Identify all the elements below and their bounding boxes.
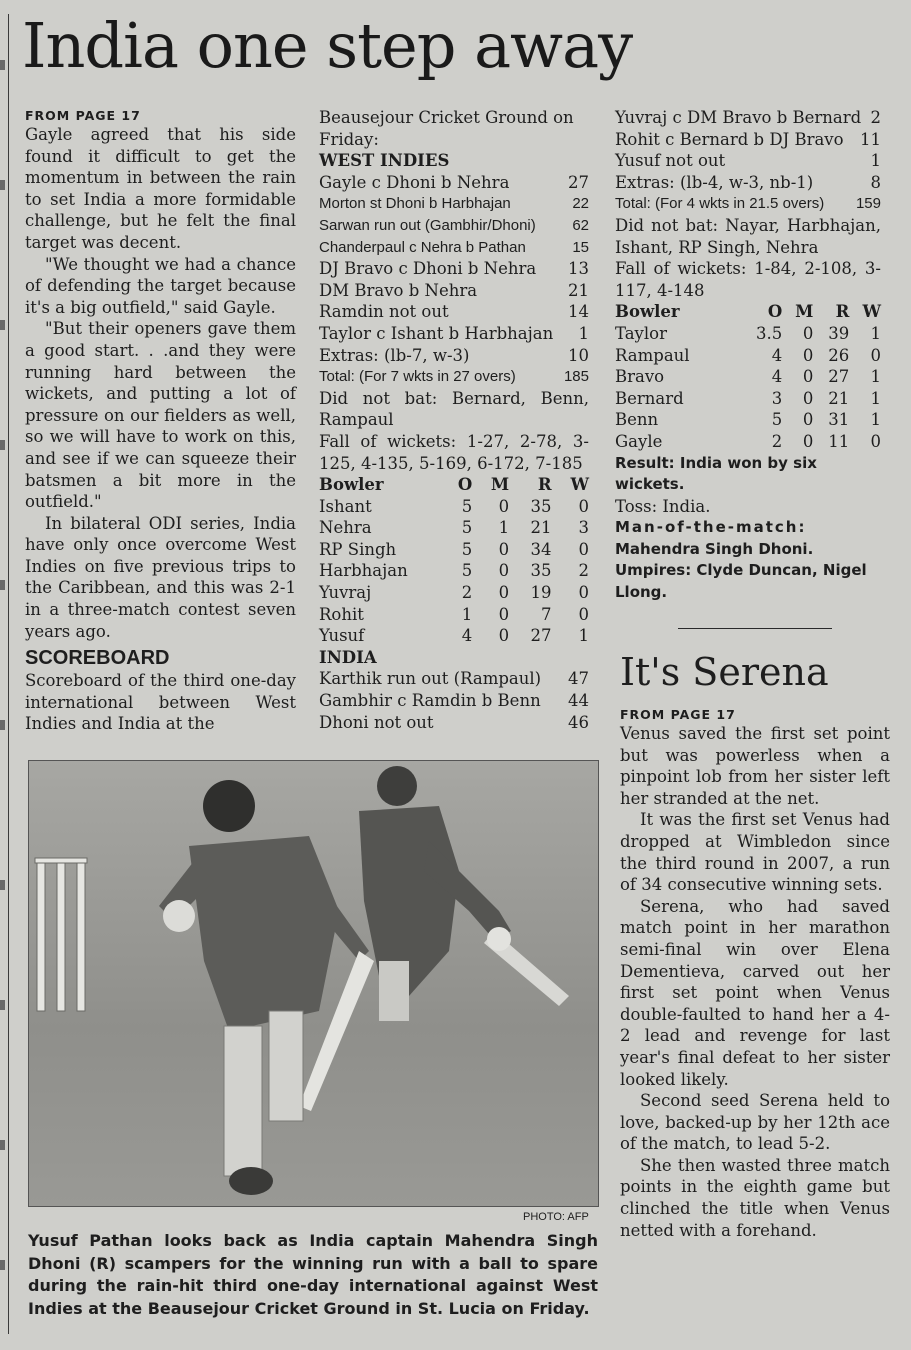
bowling-figure: 0 bbox=[498, 626, 510, 646]
runs: 11 bbox=[860, 129, 881, 149]
runs: 15 bbox=[572, 238, 589, 256]
news-photo bbox=[28, 760, 599, 1207]
bowling-figure: 5 bbox=[461, 539, 473, 559]
west-indies-bowling-table bbox=[615, 301, 881, 452]
runs: 159 bbox=[855, 195, 881, 213]
paragraph: "But their openers gave them a good start. . .and they were running hard between the wickets, and putting a lot of pressure on our fielders as well, so we will have to work on this, and see if we can squeeze their batsmen a bit more in the outfield." bbox=[25, 319, 296, 512]
toss: Toss: India. bbox=[615, 496, 711, 516]
bowling-figure: 5 bbox=[771, 410, 783, 430]
bowler-name: Gayle bbox=[615, 431, 663, 451]
runs: 10 bbox=[568, 345, 589, 365]
serena-article bbox=[620, 706, 890, 1241]
umpires: Umpires: Clyde Duncan, Nigel Llong. bbox=[615, 561, 867, 602]
bowling-figure: 2 bbox=[771, 431, 783, 451]
bowling-figure: 2 bbox=[578, 561, 589, 581]
paragraph: Venus saved the first set point but was powerless when a pinpoint lob from her sister left her stranded at the net. bbox=[620, 724, 890, 808]
scoreboard-intro: Scoreboard of the third one-day international between West Indies and India at the bbox=[25, 671, 296, 734]
bowling-row bbox=[615, 323, 881, 345]
batting-row bbox=[319, 193, 589, 215]
batting-row bbox=[319, 215, 589, 237]
runs: 1 bbox=[870, 151, 881, 171]
fall-of-wickets: Fall of wickets: 1-27, 2-78, 3-125, 4-135, 5-169, 6-172, 7-185 bbox=[319, 431, 589, 473]
runs: 27 bbox=[568, 172, 589, 192]
bowler-name: Bravo bbox=[615, 367, 665, 387]
bowling-header-cell: M bbox=[490, 475, 510, 495]
bowling-figure: 0 bbox=[802, 431, 814, 451]
bowling-figure: 27 bbox=[530, 626, 552, 646]
batting-row bbox=[615, 107, 881, 129]
batting-row bbox=[615, 193, 881, 215]
bowling-figure: 0 bbox=[802, 388, 814, 408]
batsman-name: Rohit c Bernard b DJ Bravo bbox=[615, 129, 844, 149]
article-column-1 bbox=[25, 107, 296, 735]
bowling-figure: 21 bbox=[530, 518, 552, 538]
bowling-row bbox=[615, 366, 881, 388]
bowling-figure: 1 bbox=[461, 604, 473, 624]
batting-row bbox=[319, 237, 589, 259]
bowling-figure: 3 bbox=[578, 518, 589, 538]
bowler-name: Nehra bbox=[319, 518, 372, 538]
man-of-the-match: Mahendra Singh Dhoni. bbox=[615, 539, 814, 558]
batting-row bbox=[615, 172, 881, 194]
batsman-name: Chanderpaul c Nehra b Pathan bbox=[319, 238, 526, 256]
bowling-figure: 1 bbox=[498, 518, 510, 538]
paragraph: "We thought we had a chance of defending the target because it's a big outfield," said Gayle. bbox=[25, 254, 296, 317]
bowling-header-cell: Bowler bbox=[319, 475, 384, 495]
bowling-row bbox=[615, 431, 881, 453]
runs: 2 bbox=[870, 108, 881, 127]
bowling-figure: 0 bbox=[498, 604, 510, 624]
batting-row bbox=[319, 280, 589, 302]
bowler-name: Bernard bbox=[615, 388, 684, 408]
bowling-figure: 4 bbox=[771, 345, 783, 365]
batting-row bbox=[319, 172, 589, 194]
bowling-figure: 1 bbox=[870, 323, 881, 343]
photo-credit: PHOTO: AFP bbox=[523, 1211, 589, 1223]
paragraph: It was the first set Venus had dropped at Wimbledon since the third round in 2007, a run of 34 consecutive winning sets. bbox=[620, 810, 890, 895]
batsman-name: Taylor c Ishant b Harbhajan bbox=[319, 323, 554, 343]
team-heading-india: INDIA bbox=[319, 647, 377, 667]
batsman-name: Morton st Dhoni b Harbhajan bbox=[319, 195, 511, 213]
bowling-figure: 7 bbox=[541, 604, 552, 624]
kicker: FROM PAGE 17 bbox=[25, 108, 141, 123]
bowling-figure: 0 bbox=[498, 539, 510, 559]
runs: 185 bbox=[563, 368, 589, 386]
batting-row bbox=[615, 129, 881, 151]
bowling-figure: 27 bbox=[828, 367, 850, 387]
bowling-header-cell: O bbox=[457, 475, 473, 495]
bowling-row bbox=[319, 496, 589, 518]
bowling-header-cell: M bbox=[795, 302, 814, 322]
india-batting-continued bbox=[615, 107, 881, 215]
bowling-figure: 0 bbox=[802, 323, 814, 343]
bowling-figure: 0 bbox=[578, 539, 589, 559]
batting-row bbox=[319, 258, 589, 280]
runs: 46 bbox=[568, 712, 589, 732]
venue: Beausejour Cricket Ground on Friday: bbox=[319, 108, 574, 149]
runs: 62 bbox=[572, 216, 589, 234]
adjacent-page-edge bbox=[0, 20, 8, 1340]
bowler-name: Yuvraj bbox=[319, 583, 372, 603]
bowler-name: Benn bbox=[615, 410, 659, 430]
batting-row bbox=[319, 323, 589, 345]
bowler-name: RP Singh bbox=[319, 539, 397, 559]
batsman-name: Gayle c Dhoni b Nehra bbox=[319, 172, 510, 192]
bowling-header-cell: R bbox=[835, 302, 850, 322]
batting-row bbox=[319, 690, 589, 712]
bowler-name: Rohit bbox=[319, 604, 364, 624]
bowling-figure: 19 bbox=[530, 583, 552, 603]
scorecard-column-3 bbox=[615, 107, 881, 604]
batsman-name: Dhoni not out bbox=[319, 712, 434, 732]
paragraph: In bilateral ODI series, India have only once overcome West Indies on five previous trips to the Caribbean, and this was 2-1 in a three-match contest seven years ago. bbox=[25, 513, 296, 641]
bowler-name: Ishant bbox=[319, 496, 372, 516]
runs: 1 bbox=[578, 323, 589, 343]
bowling-figure: 5 bbox=[461, 496, 473, 516]
kicker: FROM PAGE 17 bbox=[620, 707, 736, 722]
runs: 21 bbox=[568, 280, 589, 300]
runs: 47 bbox=[568, 669, 589, 689]
bowler-name: Rampaul bbox=[615, 345, 690, 365]
bowling-figure: 0 bbox=[802, 410, 814, 430]
bowling-row bbox=[319, 560, 589, 582]
runs: 13 bbox=[568, 259, 589, 279]
bowling-figure: 0 bbox=[578, 583, 589, 603]
bowling-figure: 5 bbox=[461, 518, 473, 538]
bowling-row bbox=[615, 388, 881, 410]
west-indies-batting bbox=[319, 172, 589, 388]
bowling-figure: 5 bbox=[461, 561, 473, 581]
bowling-row bbox=[319, 625, 589, 647]
batsman-name: Total: (For 4 wkts in 21.5 overs) bbox=[615, 195, 825, 213]
serena-headline: It's Serena bbox=[620, 650, 829, 694]
bowler-name: Harbhajan bbox=[319, 561, 408, 581]
batting-row bbox=[319, 366, 589, 388]
bowler-name: Taylor bbox=[615, 323, 667, 343]
bowling-figure: 0 bbox=[578, 496, 589, 516]
bowling-header-cell: W bbox=[570, 475, 589, 495]
man-of-the-match-label: Man-of-the-match: bbox=[615, 518, 807, 537]
bowling-figure: 4 bbox=[771, 367, 783, 387]
batsman-name: Extras: (lb-4, w-3, nb-1) bbox=[615, 172, 814, 192]
bowling-figure: 11 bbox=[828, 431, 850, 451]
batting-row bbox=[319, 345, 589, 367]
bowling-header-cell: Bowler bbox=[615, 302, 680, 322]
column-rule bbox=[8, 14, 9, 1334]
bowling-row bbox=[615, 345, 881, 367]
bowler-name: Yusuf bbox=[319, 626, 365, 646]
bowling-row bbox=[319, 539, 589, 561]
batsman-name: Ramdin not out bbox=[319, 302, 449, 322]
bowling-header-cell: R bbox=[537, 475, 552, 495]
batsman-name: Yusuf not out bbox=[615, 151, 726, 171]
batting-row bbox=[319, 301, 589, 323]
runs: 14 bbox=[568, 302, 589, 322]
batting-row bbox=[319, 712, 589, 734]
bowling-figure: 34 bbox=[530, 539, 552, 559]
bowling-figure: 31 bbox=[828, 410, 850, 430]
bowling-figure: 3.5 bbox=[755, 323, 783, 343]
cricket-photo-illustration bbox=[29, 761, 598, 1206]
paragraph: Serena, who had saved match point in her marathon semi-final win over Elena Dementieva, carved out her first set point when Venus double-faulted to hand her a 4-2 lead and revenge for last year's final defeat to her sister looked likely. bbox=[620, 896, 890, 1089]
bowling-figure: 21 bbox=[828, 388, 850, 408]
paragraph: Second seed Serena held to love, backed-up by her 12th ace of the match, to lead 5-2. bbox=[620, 1091, 890, 1154]
headline: India one step away bbox=[22, 9, 633, 82]
batsman-name: Sarwan run out (Gambhir/Dhoni) bbox=[319, 216, 536, 234]
bowling-header-cell: W bbox=[862, 302, 881, 322]
paragraph: Gayle agreed that his side found it difficult to get the momentum in between the rain to set India a more formidable challenge, but he felt the final target was decent. bbox=[25, 125, 296, 252]
bowling-header-row bbox=[319, 474, 589, 496]
bowling-figure: 0 bbox=[498, 561, 510, 581]
bowling-figure: 0 bbox=[578, 604, 589, 624]
batting-row bbox=[319, 668, 589, 690]
bowling-figure: 3 bbox=[771, 388, 783, 408]
bowling-figure: 35 bbox=[530, 561, 552, 581]
india-batting bbox=[319, 668, 589, 733]
result: Result: India won by six wickets. bbox=[615, 453, 817, 494]
scorecard-column-2 bbox=[319, 107, 589, 733]
bowling-row bbox=[319, 582, 589, 604]
bowling-figure: 1 bbox=[870, 410, 881, 430]
batsman-name: Gambhir c Ramdin b Benn bbox=[319, 691, 541, 711]
scoreboard-heading: SCOREBOARD bbox=[25, 647, 170, 670]
batsman-name: Karthik run out (Rampaul) bbox=[319, 669, 542, 689]
team-heading-west-indies: WEST INDIES bbox=[319, 151, 450, 171]
batsman-name: Total: (For 7 wkts in 27 overs) bbox=[319, 368, 516, 386]
batsman-name: Yuvraj c DM Bravo b Bernard bbox=[615, 108, 862, 127]
bowling-header-row bbox=[615, 301, 881, 323]
section-divider bbox=[678, 628, 832, 629]
bowling-row bbox=[615, 409, 881, 431]
stumps bbox=[35, 858, 87, 1011]
bowling-figure: 26 bbox=[828, 345, 850, 365]
runs: 22 bbox=[572, 195, 589, 213]
paragraph: She then wasted three match points in the eighth game but clinched the title when Venus netted with a forehand. bbox=[620, 1155, 890, 1240]
did-not-bat: Did not bat: Nayar, Harbhajan, Ishant, RP Singh, Nehra bbox=[615, 215, 881, 257]
bowling-figure: 0 bbox=[870, 345, 881, 365]
batting-row bbox=[615, 150, 881, 172]
bowling-figure: 2 bbox=[461, 583, 473, 603]
bowling-figure: 0 bbox=[870, 431, 881, 451]
bowling-figure: 1 bbox=[870, 388, 881, 408]
bowling-figure: 39 bbox=[828, 323, 850, 343]
runs: 8 bbox=[870, 172, 881, 192]
bowling-figure: 0 bbox=[802, 345, 814, 365]
bowling-row bbox=[319, 604, 589, 626]
runs: 44 bbox=[568, 691, 589, 711]
photo-caption: Yusuf Pathan looks back as India captain Mahendra Singh Dhoni (R) scampers for the winning run with a ball to spare during the rain-hit third one-day international against West Indies at the Beausejour Cricket Ground in St. Lucia on Friday. bbox=[28, 1231, 598, 1318]
batsman-name: Extras: (lb-7, w-3) bbox=[319, 345, 470, 365]
bowling-header-cell: O bbox=[767, 302, 783, 322]
batsman-name: DM Bravo b Nehra bbox=[319, 280, 478, 300]
bowling-figure: 0 bbox=[498, 583, 510, 603]
bowling-figure: 4 bbox=[461, 626, 473, 646]
bowling-figure: 1 bbox=[870, 367, 881, 387]
bowling-figure: 0 bbox=[498, 496, 510, 516]
bowling-figure: 1 bbox=[578, 626, 589, 646]
batsman-name: DJ Bravo c Dhoni b Nehra bbox=[319, 259, 537, 279]
fall-of-wickets: Fall of wickets: 1-84, 2-108, 3-117, 4-148 bbox=[615, 259, 881, 300]
bowling-row bbox=[319, 517, 589, 539]
bowling-figure: 35 bbox=[530, 496, 552, 516]
bowling-figure: 0 bbox=[802, 367, 814, 387]
did-not-bat: Did not bat: Bernard, Benn, Rampaul bbox=[319, 388, 589, 430]
india-bowling-table bbox=[319, 474, 589, 647]
